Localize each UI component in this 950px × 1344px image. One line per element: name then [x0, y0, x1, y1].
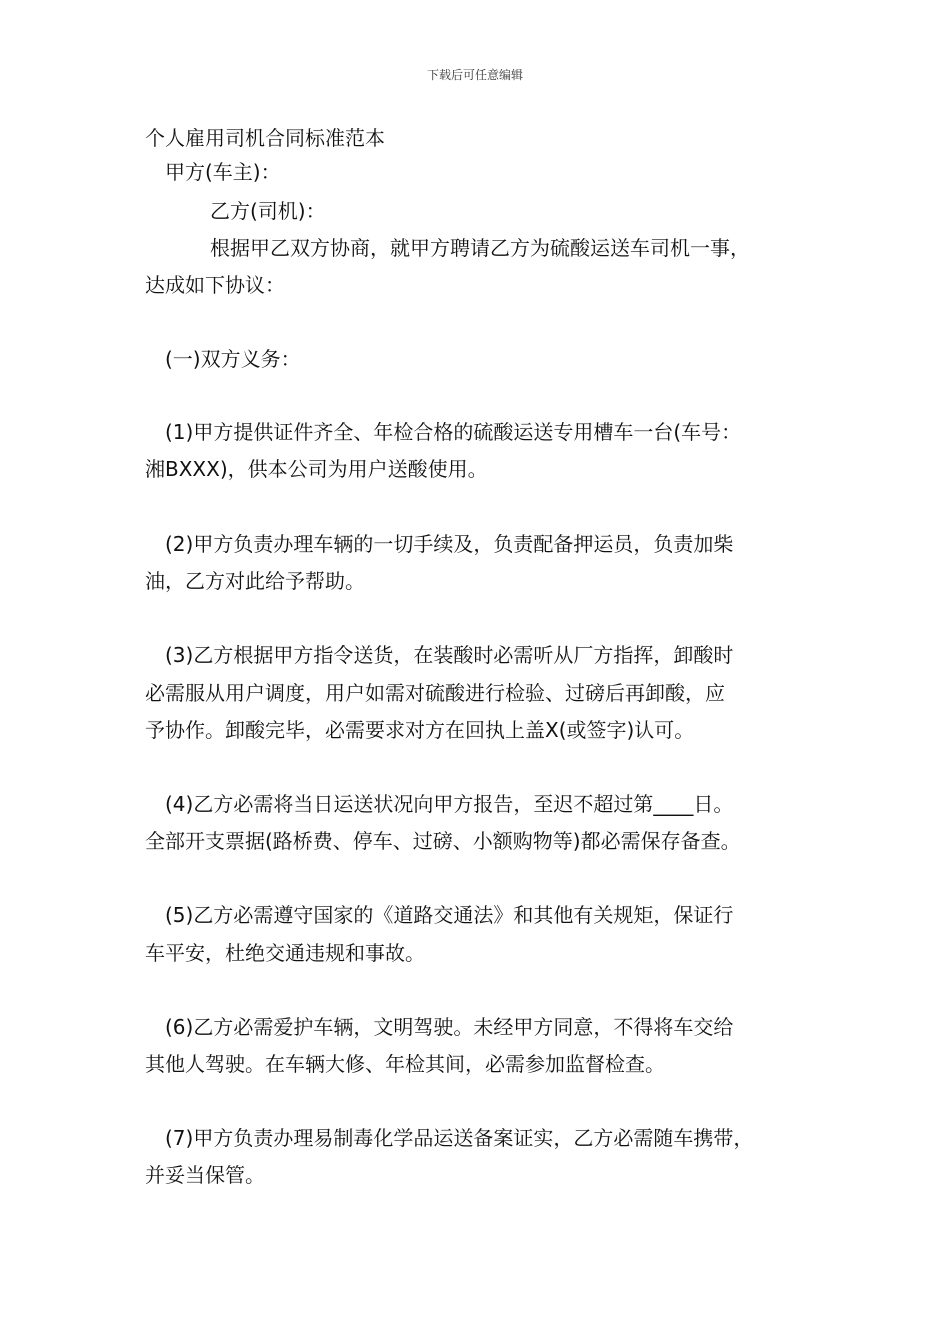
- clause-3-line-3: 予协作。卸酸完毕，必需要求对方在回执上盖X(或签字)认可。: [145, 718, 695, 742]
- clause-6-line-1: (6)乙方必需爱护车辆，文明驾驶。未经甲方同意，不得将车交给: [165, 1015, 734, 1039]
- clause-1-line-2: 湘BXXX)，供本公司为用户送酸使用。: [145, 457, 488, 481]
- clause-4-line-1: (4)乙方必需将当日运送状况向甲方报告，至迟不超过第____日。: [165, 792, 734, 816]
- clause-5-line-1: (5)乙方必需遵守国家的《道路交通法》和其他有关规矩，保证行: [165, 903, 734, 927]
- clause-3-line-1: (3)乙方根据甲方指令送货，在装酸时必需听从厂方指挥，卸酸时: [165, 643, 734, 667]
- clause-4-line-2: 全部开支票据(路桥费、停车、过磅、小额购物等)都必需保存备查。: [145, 829, 741, 853]
- header-note: 下载后可任意编辑: [426, 68, 523, 82]
- party-b-label: 乙方(司机)：: [210, 199, 326, 223]
- document-title: 个人雇用司机合同标准范本: [145, 126, 385, 150]
- intro-line-2: 达成如下协议：: [145, 273, 285, 297]
- clause-1-line-1: (1)甲方提供证件齐全、年检合格的硫酸运送专用槽车一台(车号：: [165, 420, 742, 444]
- intro-line-1: 根据甲乙双方协商，就甲方聘请乙方为硫酸运送车司机一事，: [210, 236, 750, 260]
- clause-7-line-2: 并妥当保管。: [145, 1163, 265, 1187]
- clause-2-line-1: (2)甲方负责办理车辆的一切手续及，负责配备押运员，负责加柴: [165, 532, 734, 556]
- clause-3-line-2: 必需服从用户调度，用户如需对硫酸进行检验、过磅后再卸酸，应: [145, 681, 725, 705]
- clause-5-line-2: 车平安，杜绝交通违规和事故。: [145, 941, 425, 965]
- party-a-label: 甲方(车主)：: [165, 160, 281, 184]
- clause-7-line-1: (7)甲方负责办理易制毒化学品运送备案证实，乙方必需随车携带，: [165, 1126, 754, 1150]
- clause-2-line-2: 油，乙方对此给予帮助。: [145, 569, 365, 593]
- clause-6-line-2: 其他人驾驶。在车辆大修、年检其间，必需参加监督检查。: [145, 1052, 665, 1076]
- section-heading: (一)双方义务：: [165, 347, 301, 371]
